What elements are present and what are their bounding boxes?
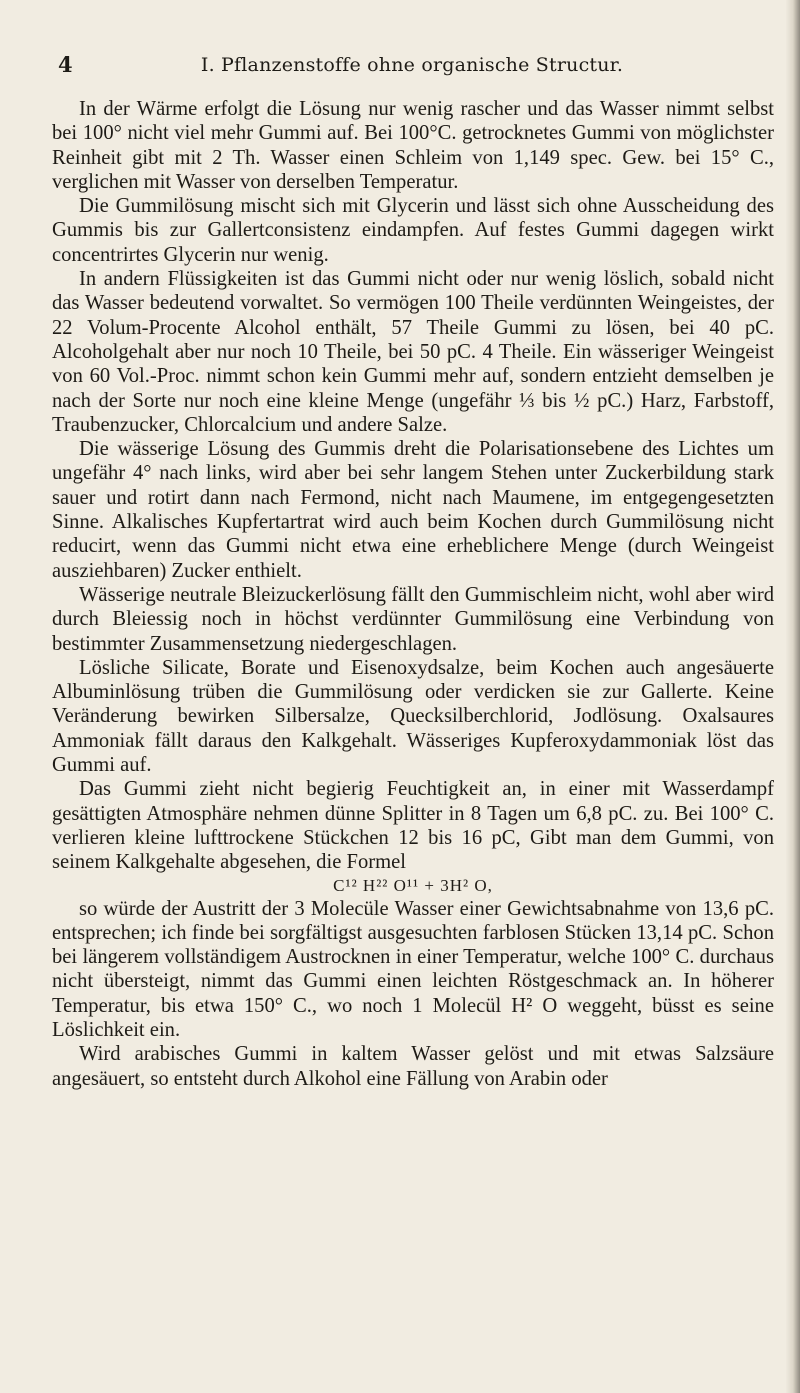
paragraph-8: so würde der Austritt der 3 Molecüle Wasser einer Gewichtsabnahme von 13,6 pC. entsprechen; ich finde bei sorgfältigst ausgesuchten farblosen Stücken 13,14 pC. Schon bei längerem vollständigem Austrocknen in einer Temperatur, welche 100° C. durchaus nicht übersteigt, nimmt das Gummi einen leichten Röstgeschmack an. In höherer Temperatur, bis etwa 150° C., wo noch 1 Molecül H² O weggeht, büsst es seine Löslichkeit ein. — [52, 897, 774, 1041]
paragraph-3: In andern Flüssigkeiten ist das Gummi nicht oder nur wenig löslich, sobald nicht das Wasser bedeutend vorwaltet. So vermögen 100 Theile verdünnten Weingeistes, der 22 Volum-Procente Alcohol enthält, 57 Theile Gummi zu lösen, bei 40 pC. Alcoholgehalt aber nur noch 10 Theile, bei 50 pC. 4 Theile. Ein wässeriger Weingeist von 60 Vol.-Proc. nimmt schon kein Gummi mehr auf, sondern entzieht demselben je nach der Sorte nur noch eine kleine Menge (ungefähr ⅓ bis ½ pC.) Harz, Farbstoff, Traubenzucker, Chlorcalcium und andere Salze. — [52, 268, 774, 436]
paragraph-1: In der Wärme erfolgt die Lösung nur wenig rascher und das Wasser nimmt selbst bei 100° nicht viel mehr Gummi auf. Bei 100°C. getrocknetes Gummi von möglichster Reinheit gibt mit 2 Th. Wasser einen Schleim von 1,149 spec. Gew. bei 15° C., verglichen mit Wasser von derselben Temperatur. — [52, 98, 774, 193]
paragraph-5: Wässerige neutrale Bleizuckerlösung fällt den Gummischleim nicht, wohl aber wird durch Bleiessig noch in höchst verdünnter Gummilösung eine Verbindung von bestimmter Zusammensetzung niedergeschlagen. — [52, 583, 774, 655]
running-title: I. Pflanzenstoffe ohne organische Structur. — [200, 54, 624, 76]
paragraph-7: Das Gummi zieht nicht begierig Feuchtigkeit an, in einer mit Wasserdampf gesättigten Atmosphäre nehmen dünne Splitter in 8 Tagen um 6,8 pC. zu. Bei 100° C. verlieren kleine lufttrockene Stückchen 12 bis 16 pC, Gibt man dem Gummi, von seinem Kalkgehalte abgesehen, die Formel — [52, 778, 774, 874]
paragraph-6: Lösliche Silicate, Borate und Eisenoxydsalze, beim Kochen auch angesäuerte Albuminlösung trüben die Gummilösung oder verdicken sie zur Gallerte. Keine Veränderung bewirken Silbersalze, Quecksilberchlorid, Jodlösung. Oxalsaures Ammoniak fällt daraus den Kalkgehalt. Wässeriges Kupferoxydammoniak löst das Gummi auf. — [52, 656, 774, 777]
page-number: 4 — [58, 52, 73, 77]
paragraph-2: Die Gummilösung mischt sich mit Glycerin und lässt sich ohne Ausscheidung des Gummis bis zur Gallertconsistenz eindampfen. Auf festes Gummi dagegen wirkt concentrirtes Glycerin nur wenig. — [52, 195, 774, 266]
chemical-formula: C¹² H²² O¹¹ + 3H² O, — [333, 875, 493, 895]
page-edge-shadow — [786, 0, 800, 1393]
paragraph-9: Wird arabisches Gummi in kaltem Wasser gelöst und mit etwas Salzsäure angesäuert, so entsteht durch Alkohol eine Fällung von Arabin oder — [52, 1043, 774, 1090]
page-header — [52, 52, 772, 80]
paragraph-4: Die wässerige Lösung des Gummis dreht die Polarisationsebene des Lichtes um ungefähr 4° nach links, wird aber bei sehr langem Stehen unter Zuckerbildung stark sauer und rotirt dann nach Fermond, nicht nach Maumene, im entgegengesetzten Sinne. Alkalisches Kupfertartrat wird auch beim Kochen durch Gummilösung nicht reducirt, wenn das Gummi nicht etwa eine erheblichere Menge (durch Weingeist ausziehbaren) Zucker enthielt. — [52, 438, 774, 582]
body-text — [52, 97, 774, 1091]
